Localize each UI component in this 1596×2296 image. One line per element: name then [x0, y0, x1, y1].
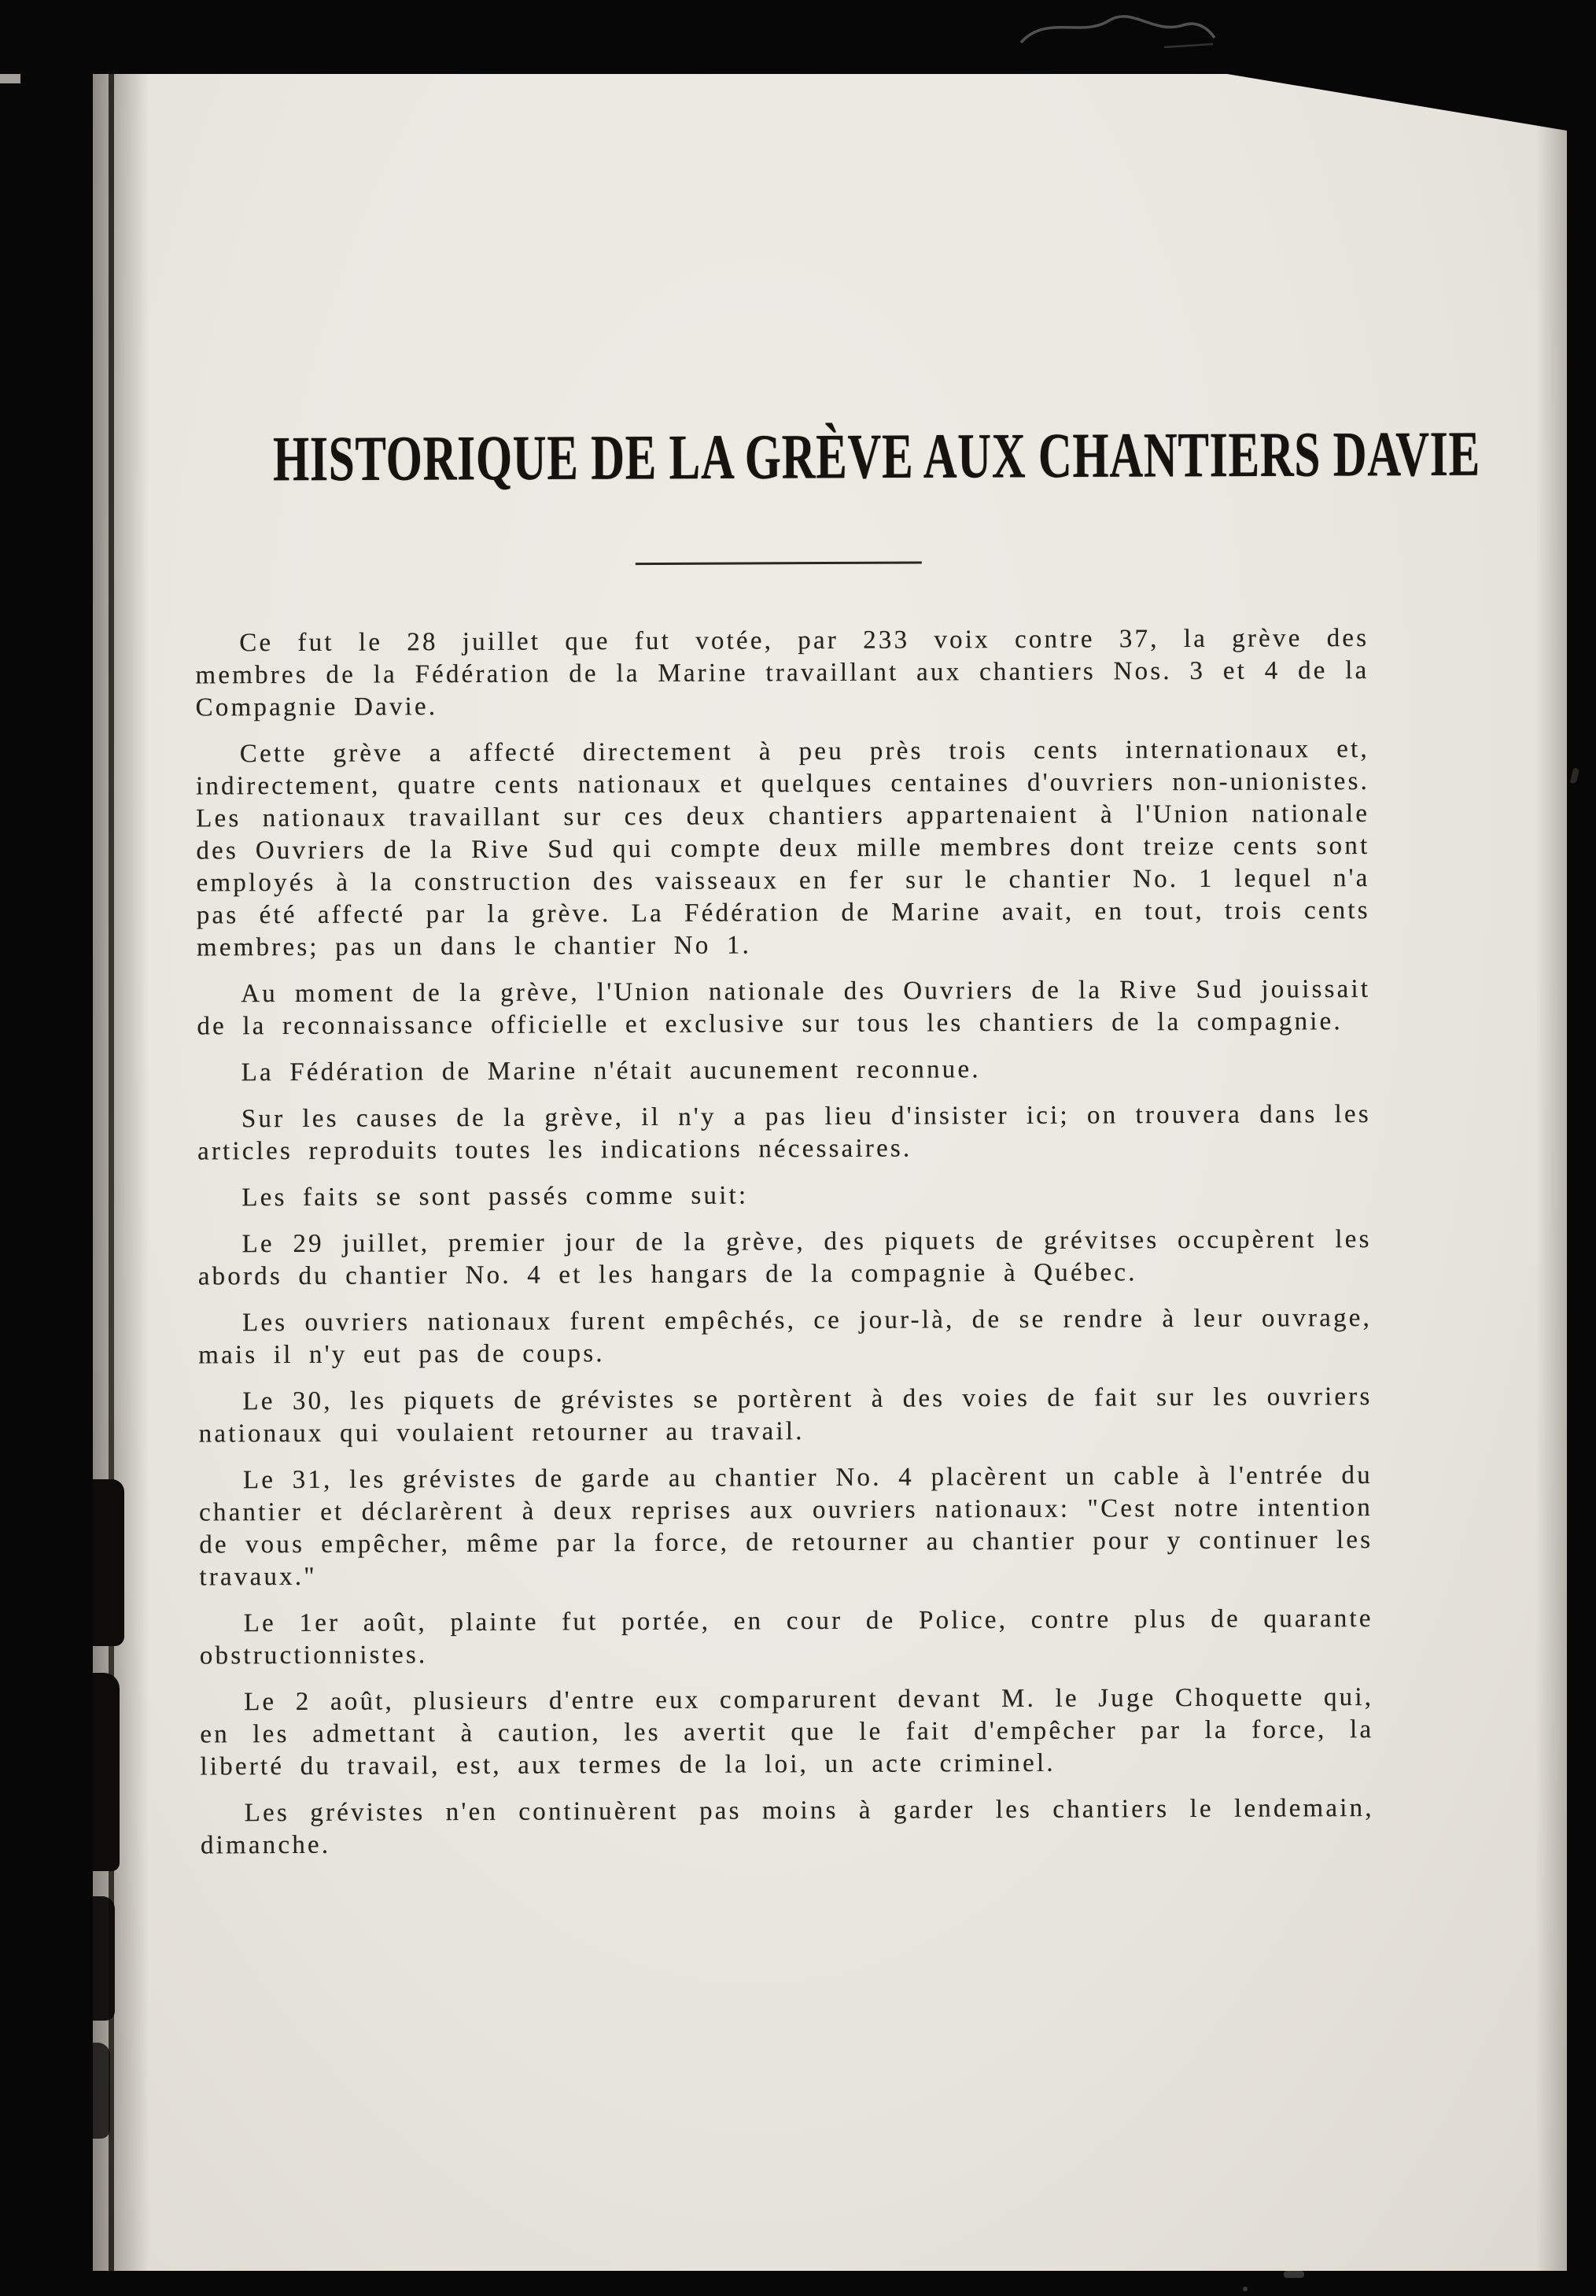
paragraph-10: Le 31, les grévistes de garde au chantier No. 4 placèrent un cable à l'entrée du chantier et déclarèrent à deux reprises aux ouvriers nationaux: "Cest notre intention de vous empêcher, même par la force, de retourner au chantier pour y continuer les travaux." — [199, 1460, 1373, 1592]
paragraph-06: Les faits se sont passés comme suit: — [241, 1181, 749, 1213]
document-page — [93, 74, 1567, 2271]
body-text — [195, 622, 1374, 1862]
scan-edge-notch — [0, 74, 20, 83]
scanner-artifact-mark — [1284, 2271, 1304, 2278]
paragraph-02: Cette grève a affecté directement à peu près trois cents internationaux et, indirectement, quatre cents nationaux et quelques centaines d'ouvriers non-unionistes. Les nationaux travaillant sur ces deux chantiers appartenaient à l'Union nationale des Ouvriers de la Rive Sud qui compte deux mille membres dont treize cents sont employés à la construction des vaisseaux en fer sur le chantier No. 1 lequel n'a pas été affecté par la grève. La Fédération de Marine avait, en tout, trois cents membres; pas un dans le chantier No 1. — [195, 735, 1370, 962]
ink-dot-mark — [1243, 2287, 1248, 2291]
paragraph-03: Au moment de la grève, l'Union nationale des Ouvriers de la Rive Sud jouissait de la reconnaissance officielle et exclusive sur tous les chantiers de la compagnie. — [197, 975, 1371, 1041]
page-content — [89, 71, 1572, 2274]
title-divider — [636, 561, 922, 565]
paragraph-12: Le 2 août, plusieurs d'entre eux comparurent devant M. le Juge Choquette qui, en les admettant à caution, les avertit que le fait d'empêcher par la force, la liberté du travail, est, aux termes de la loi, un acte criminel. — [200, 1682, 1374, 1781]
paragraph-05: Sur les causes de la grève, il n'y a pas lieu d'insister ici; on trouvera dans les articles reproduits toutes les indications nécessaires. — [197, 1100, 1371, 1166]
paragraph-08: Les ouvriers nationaux furent empêchés, ce jour-là, de se rendre à leur ouvrage, mais il n'y eut pas de coups. — [198, 1303, 1373, 1370]
paragraph-01: Ce fut le 28 juillet que fut votée, par 233 voix contre 37, la grève des membres de la Fédération de la Marine travaillant aux chantiers Nos. 3 et 4 de la Compagnie Davie. — [195, 624, 1369, 722]
paragraph-07: Le 29 juillet, premier jour de la grève, des piquets de grévitses occupèrent les abords du chantier No. 4 et les hangars de la compagnie à Québec. — [197, 1224, 1372, 1291]
paragraph-09: Le 30, les piquets de grévistes se portèrent à des voies de fait sur les ouvriers nationaux qui voulaient retourner au travail. — [198, 1382, 1373, 1449]
ink-fleck-mark — [1570, 767, 1580, 784]
paragraph-04: La Fédération de Marine n'était aucunement reconnue. — [241, 1055, 981, 1087]
paragraph-13: Les grévistes n'en continuèrent pas moins à garder les chantiers le lendemain, dimanche. — [200, 1793, 1374, 1860]
page-title — [122, 419, 1481, 496]
handwritten-squiggle-mark — [1015, 2, 1219, 57]
page-title-text: HISTORIQUE DE LA GRÈVE AUX CHANTIERS DAVIE — [272, 419, 1481, 496]
paragraph-11: Le 1er août, plainte fut portée, en cour de Police, contre plus de quarante obstructionnistes. — [199, 1604, 1373, 1670]
